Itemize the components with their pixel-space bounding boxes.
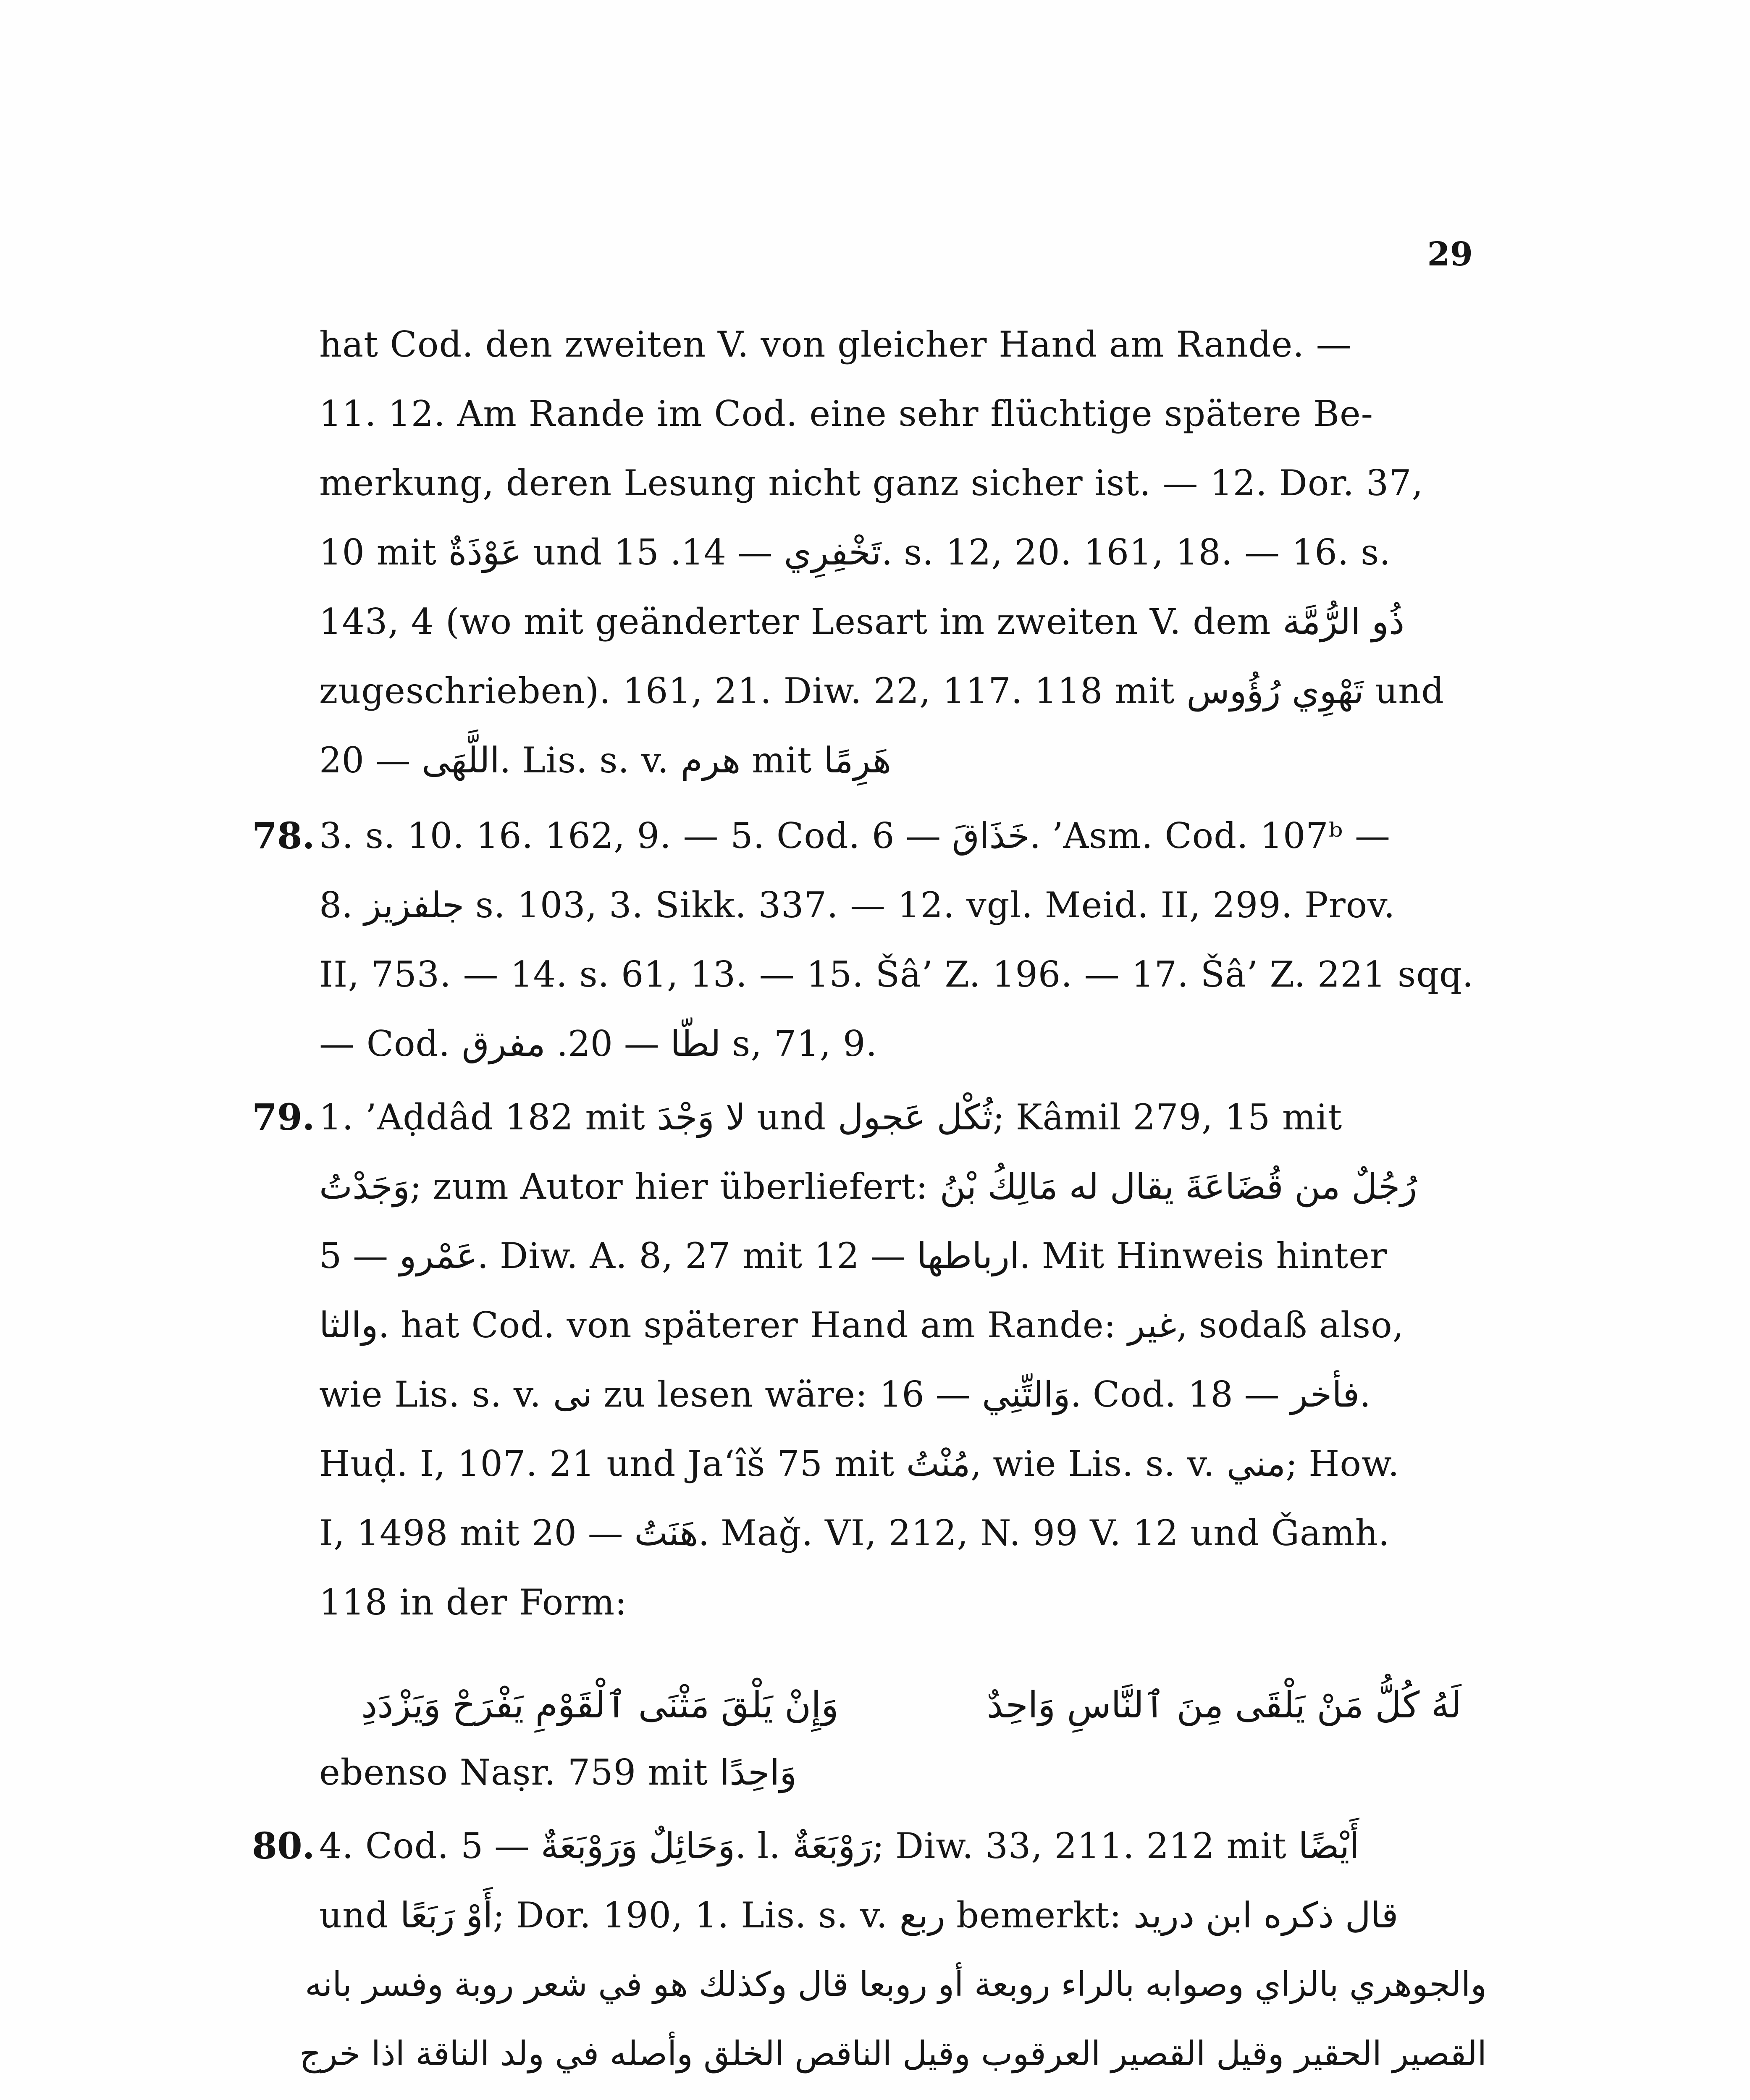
- text-line: 143, 4 (wo mit geänderter Lesart im zweiten V. dem ذُو الرُّمَّة: [319, 601, 1405, 642]
- text-line: I, 1498 mit هَنَتُ — 20. Maǧ. VI, 212, N. 99 V. 12 und Ǧamh.: [319, 1512, 1390, 1554]
- text-line: 4. Cod. وَحَائِلٌ وَرَوْبَعَةٌ — 5. l. رَوْبَعَةٌ; Diw. 33, 211. 212 mit أَيْضًا: [319, 1825, 1359, 1866]
- entry-number: 78.: [252, 815, 315, 857]
- text-line: Huḍ. I, 107. 21 und Ja‘îš 75 mit مُنْتُ, wie Lis. s. v. مني; How.: [319, 1443, 1400, 1484]
- page-number: 29: [1427, 235, 1473, 273]
- text-line: 11. 12. Am Rande im Cod. eine sehr flüchtige spätere Be-: [319, 393, 1374, 434]
- verse: [361, 1684, 1461, 1739]
- text-line: 8. جلفزيز s. 103, 3. Sikk. 337. — 12. vgl. Meid. II, 299. Prov.: [319, 885, 1396, 926]
- text-line: wie Lis. s. v. نى zu lesen wäre: وَالتِّنِي — 16. Cod. فأخر — 18.: [319, 1374, 1371, 1415]
- text-line: 118 in der Form:: [319, 1582, 627, 1623]
- text-line: 1. ’Aḍdâd 182 mit لا وَجْدَ und ثُكْل عَجول; Kâmil 279, 15 mit: [319, 1097, 1343, 1138]
- text-line: und أَوْ رَبَعًا; Dor. 190, 1. Lis. s. v. ربع bemerkt: قال ذكره ابن دريد: [319, 1895, 1398, 1936]
- text-line: II, 753. — 14. s. 61, 13. — 15. Šâ’ Z. 196. — 17. Šâ’ Z. 221 sqq.: [319, 954, 1474, 995]
- verse-hemistich-left: وَإِنْ يَلْقَ مَثْنَى ٱلْقَوْمِ يَفْرَحْ وَيَزْدَدِ: [361, 1684, 839, 1726]
- arabic-quote-line: القصير الحقير وقيل القصير العرقوب وقيل الناقص الخلق وأصله في ولد الناقة اذا خرج: [299, 2034, 1487, 2073]
- text-line: عَمْرو — 5. Diw. A. 8, 27 mit ارباطها — 12. Mit Hinweis hinter: [319, 1235, 1388, 1276]
- text-line: وَجَدْتُ; zum Autor hier überliefert: رُجُلٌ من قُضَاعَةَ يقال له مَالِكُ بْنُ: [319, 1166, 1417, 1207]
- text-line: 3. s. 10. 16. 162, 9. — 5. Cod. خَذَاقَ — 6. ’Asm. Cod. 107ᵇ —: [319, 815, 1391, 856]
- text-line: والثا. hat Cod. von späterer Hand am Rande: غير, sodaß also,: [319, 1305, 1404, 1346]
- text-line: ebenso Naṣr. 759 mit وَاحِدًا: [319, 1752, 797, 1793]
- text-line: اللَّهَى — 20. Lis. s. v. هرم mit هَرِمًا: [319, 740, 892, 781]
- text-line: 10 mit عَوْذَةٌ und تَخْفِرِي — 14. 15. s. 12, 20. 161, 18. — 16. s.: [319, 532, 1391, 573]
- entry-number: 80.: [252, 1825, 315, 1867]
- text-line: — Cod. لطّا — 20. مفرق s, 71, 9.: [319, 1023, 878, 1064]
- text-line: hat Cod. den zweiten V. von gleicher Hand am Rande. —: [319, 324, 1352, 365]
- text-line: zugeschrieben). 161, 21. Diw. 22, 117. 118 mit تَهْوِي رُؤُوس und: [319, 670, 1445, 711]
- text-line: merkung, deren Lesung nicht ganz sicher ist. — 12. Dor. 37,: [319, 462, 1424, 504]
- entry-number: 79.: [252, 1096, 315, 1139]
- arabic-quote-line: والجوهري بالزاي وصوابه بالراء روبعة أو روبعا قال وكذلك هو في شعر روبة وفسر بانه: [305, 1965, 1487, 2004]
- verse-hemistich-right: لَهُ كُلُّ مَنْ يَلْقَى مِنَ ٱلنَّاسِ وَاحِدٌ: [987, 1684, 1461, 1726]
